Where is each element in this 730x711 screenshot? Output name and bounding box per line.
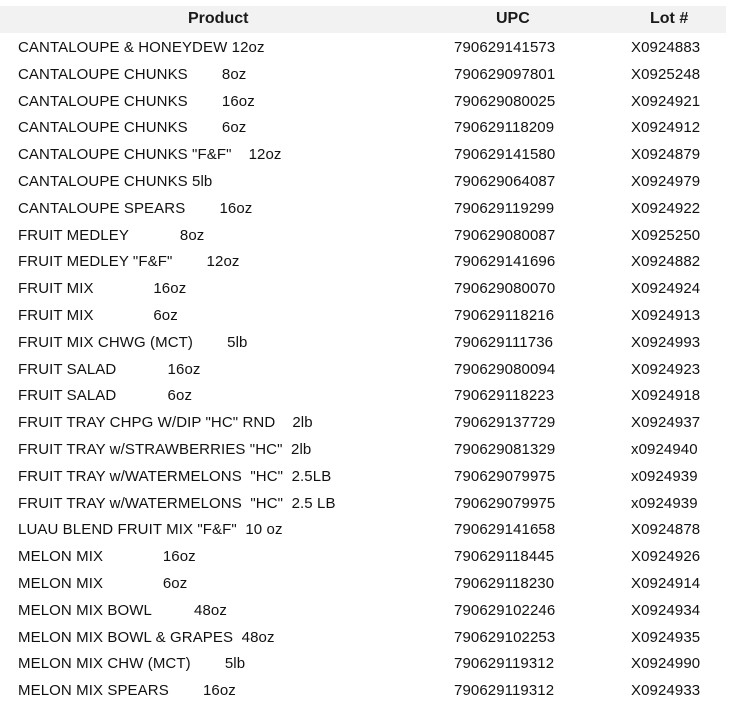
lot-cell: X0924990 <box>631 655 701 673</box>
table-row <box>0 626 730 653</box>
upc-cell: 790629118223 <box>454 387 555 405</box>
lot-cell: X0925248 <box>631 65 701 83</box>
table-row <box>0 170 730 197</box>
product-cell: FRUIT MIX CHWG (MCT) 5lb <box>18 333 248 351</box>
table-row <box>0 143 730 170</box>
product-cell: CANTALOUPE CHUNKS 8oz <box>18 65 247 83</box>
lot-cell: X0925250 <box>631 226 701 244</box>
upc-cell: 790629080094 <box>454 360 556 378</box>
table-row <box>0 518 730 545</box>
table-row <box>0 599 730 626</box>
upc-cell: 790629080087 <box>454 226 556 244</box>
table-row <box>0 572 730 599</box>
product-cell: MELON MIX 16oz <box>18 548 196 566</box>
table-row <box>0 224 730 251</box>
lot-cell: X0924918 <box>631 387 701 405</box>
product-cell: CANTALOUPE CHUNKS 5lb <box>18 172 213 190</box>
upc-cell: 790629102246 <box>454 601 556 619</box>
upc-cell: 790629111736 <box>454 333 554 351</box>
lot-cell: X0924914 <box>631 574 701 592</box>
product-cell: CANTALOUPE SPEARS 16oz <box>18 199 253 217</box>
product-cell: FRUIT TRAY w/WATERMELONS "HC" 2.5 LB <box>18 494 336 512</box>
product-cell: FRUIT SALAD 6oz <box>18 387 193 405</box>
product-cell: CANTALOUPE & HONEYDEW 12oz <box>18 39 265 56</box>
product-cell: CANTALOUPE CHUNKS 6oz <box>18 119 247 137</box>
upc-cell: 790629097801 <box>454 65 556 83</box>
table-row <box>0 438 730 465</box>
lot-cell: X0924922 <box>631 199 701 217</box>
upc-cell: 790629137729 <box>454 414 556 432</box>
lot-cell: X0924937 <box>631 414 701 432</box>
table-row <box>0 63 730 90</box>
table-row <box>0 411 730 438</box>
column-header-upc: UPC <box>496 10 530 27</box>
table-row <box>0 116 730 143</box>
table-row <box>0 36 730 63</box>
table-row <box>0 652 730 679</box>
lot-cell: X0924921 <box>631 92 701 110</box>
upc-cell: 790629080070 <box>454 280 556 298</box>
upc-cell: 790629119312 <box>454 655 555 673</box>
column-header-lot: Lot # <box>650 10 689 27</box>
product-cell: MELON MIX BOWL 48oz <box>18 601 227 619</box>
column-header-product: Product <box>188 10 249 27</box>
lot-cell: x0924939 <box>631 494 698 512</box>
lot-cell: X0924979 <box>631 172 701 190</box>
upc-cell: 790629119312 <box>454 682 555 700</box>
upc-cell: 790629141573 <box>454 39 556 56</box>
lot-cell: X0924882 <box>631 253 701 271</box>
product-cell: MELON MIX SPEARS 16oz <box>18 682 236 700</box>
upc-cell: 790629079975 <box>454 467 556 485</box>
product-cell: CANTALOUPE CHUNKS "F&F" 12oz <box>18 146 282 164</box>
product-cell: MELON MIX BOWL & GRAPES 48oz <box>18 628 275 646</box>
product-cell: FRUIT MIX 16oz <box>18 280 187 298</box>
product-cell: FRUIT TRAY w/WATERMELONS "HC" 2.5LB <box>18 467 332 485</box>
upc-cell: 790629118445 <box>454 548 555 566</box>
product-cell: FRUIT MEDLEY 8oz <box>18 226 205 244</box>
lot-cell: X0924993 <box>631 333 701 351</box>
product-cell: CANTALOUPE CHUNKS 16oz <box>18 92 255 110</box>
lot-cell: X0924923 <box>631 360 701 378</box>
product-cell: FRUIT TRAY CHPG W/DIP "HC" RND 2lb <box>18 414 313 432</box>
table-row <box>0 679 730 706</box>
upc-cell: 790629118216 <box>454 306 555 324</box>
table-row <box>0 331 730 358</box>
upc-cell: 790629102253 <box>454 628 556 646</box>
lot-cell: x0924940 <box>631 440 698 458</box>
table-row <box>0 90 730 117</box>
upc-cell: 790629141580 <box>454 146 556 164</box>
upc-cell: 790629080025 <box>454 92 556 110</box>
product-cell: LUAU BLEND FRUIT MIX "F&F" 10 oz <box>18 521 283 539</box>
lot-cell: x0924939 <box>631 467 698 485</box>
upc-cell: 790629141658 <box>454 521 556 539</box>
lot-cell: X0924912 <box>631 119 701 137</box>
table-row <box>0 492 730 519</box>
lot-cell: X0924878 <box>631 521 701 539</box>
table-row <box>0 384 730 411</box>
upc-cell: 790629079975 <box>454 494 556 512</box>
upc-cell: 790629119299 <box>454 199 555 217</box>
lot-cell: X0924924 <box>631 280 701 298</box>
product-cell: FRUIT MEDLEY "F&F" 12oz <box>18 253 240 271</box>
lot-cell: X0924934 <box>631 601 701 619</box>
product-cell: FRUIT SALAD 16oz <box>18 360 201 378</box>
product-cell: MELON MIX CHW (MCT) 5lb <box>18 655 246 673</box>
table-row <box>0 545 730 572</box>
table-header <box>0 6 726 33</box>
product-cell: FRUIT MIX 6oz <box>18 306 178 324</box>
lot-cell: X0924879 <box>631 146 701 164</box>
table-row <box>0 250 730 277</box>
table-row <box>0 197 730 224</box>
product-cell: FRUIT TRAY w/STRAWBERRIES "HC" 2lb <box>18 440 312 458</box>
upc-cell: 790629118209 <box>454 119 555 137</box>
lot-cell: X0924883 <box>631 39 701 56</box>
lot-cell: X0924926 <box>631 548 701 566</box>
table-row <box>0 304 730 331</box>
product-cell: MELON MIX 6oz <box>18 574 188 592</box>
table-row <box>0 358 730 385</box>
upc-cell: 790629141696 <box>454 253 556 271</box>
table-row <box>0 465 730 492</box>
table-body <box>0 36 730 706</box>
upc-cell: 790629081329 <box>454 440 556 458</box>
lot-cell: X0924913 <box>631 306 701 324</box>
lot-cell: X0924933 <box>631 682 701 700</box>
upc-cell: 790629118230 <box>454 574 555 592</box>
upc-cell: 790629064087 <box>454 172 556 190</box>
table-row <box>0 277 730 304</box>
lot-cell: X0924935 <box>631 628 701 646</box>
